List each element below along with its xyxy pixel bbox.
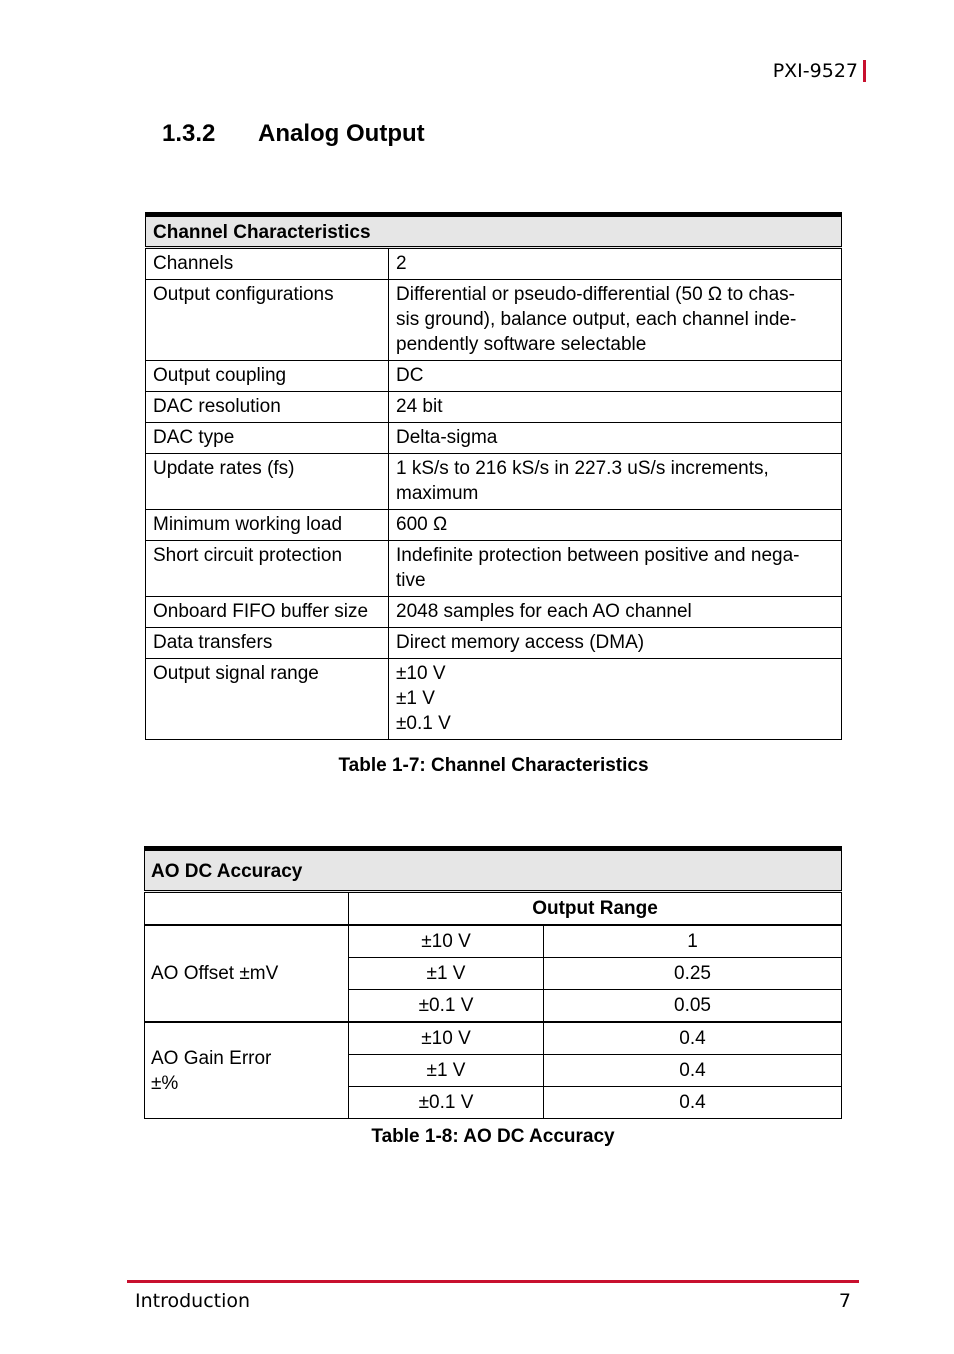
table-row [146, 541, 842, 597]
ao-dc-accuracy-table [144, 846, 842, 1119]
range-cell: ±10 V [349, 925, 544, 958]
value-cell: 0.05 [544, 990, 842, 1023]
section-number: 1.3.2 [162, 120, 216, 147]
range-cell: ±1 V [349, 1055, 544, 1087]
value-cell: 0.4 [544, 1087, 842, 1119]
footer-section: Introduction [135, 1290, 251, 1312]
row-label: Output signal range [146, 659, 389, 740]
row-value: 24 bit [389, 392, 842, 423]
section-title: Analog Output [258, 120, 425, 147]
table-header-row [145, 892, 842, 926]
table-row [146, 628, 842, 659]
table-row [146, 392, 842, 423]
table-title: Channel Characteristics [146, 215, 842, 248]
model-name: PXI-9527 [772, 60, 858, 82]
row-value: 1 kS/s to 216 kS/s in 227.3 uS/s increments, maximum [389, 454, 842, 510]
value-cell: 0.25 [544, 958, 842, 990]
table-row [145, 925, 842, 958]
table-row [146, 597, 842, 628]
table-row [145, 1022, 842, 1055]
range-cell: ±10 V [349, 1022, 544, 1055]
row-value: Differential or pseudo-differential (50 Ω to chas- sis ground), balance output, each channel inde- pendently software selectable [389, 280, 842, 361]
table-row [146, 361, 842, 392]
row-value: Delta-sigma [389, 423, 842, 454]
table-row [146, 454, 842, 510]
table-row [146, 280, 842, 361]
table-title-row [146, 215, 842, 248]
row-label: DAC resolution [146, 392, 389, 423]
row-value: 600 Ω [389, 510, 842, 541]
row-label: Short circuit protection [146, 541, 389, 597]
row-label: Onboard FIFO buffer size [146, 597, 389, 628]
header-empty-cell [145, 892, 349, 926]
range-cell: ±1 V [349, 958, 544, 990]
row-value: DC [389, 361, 842, 392]
row-value: Indefinite protection between positive and nega- tive [389, 541, 842, 597]
row-label: Data transfers [146, 628, 389, 659]
row-label: Minimum working load [146, 510, 389, 541]
page-number: 7 [838, 1290, 851, 1312]
table-row [146, 248, 842, 280]
group-label: AO Gain Error ±% [145, 1022, 349, 1119]
row-label: Update rates (fs) [146, 454, 389, 510]
row-label: Channels [146, 248, 389, 280]
group-label: AO Offset ±mV [145, 925, 349, 1022]
column-header: Output Range [349, 892, 842, 926]
row-value: Direct memory access (DMA) [389, 628, 842, 659]
row-label: Output coupling [146, 361, 389, 392]
row-label: DAC type [146, 423, 389, 454]
table-row [146, 510, 842, 541]
header-accent-bar [863, 60, 866, 82]
value-cell: 0.4 [544, 1022, 842, 1055]
value-cell: 1 [544, 925, 842, 958]
table-title: AO DC Accuracy [145, 849, 842, 892]
row-value: ±10 V ±1 V ±0.1 V [389, 659, 842, 740]
channel-characteristics-table [145, 212, 842, 740]
row-value: 2 [389, 248, 842, 280]
table-caption: Table 1-7: Channel Characteristics [338, 755, 649, 776]
row-label: Output configurations [146, 280, 389, 361]
footer-rule [127, 1280, 859, 1283]
section-heading [162, 120, 425, 148]
table-title-row [145, 849, 842, 892]
table-row [146, 423, 842, 454]
table-caption: Table 1-8: AO DC Accuracy [371, 1126, 615, 1147]
value-cell: 0.4 [544, 1055, 842, 1087]
table-row [146, 659, 842, 740]
row-value: 2048 samples for each AO channel [389, 597, 842, 628]
running-header [773, 60, 866, 82]
range-cell: ±0.1 V [349, 990, 544, 1023]
range-cell: ±0.1 V [349, 1087, 544, 1119]
